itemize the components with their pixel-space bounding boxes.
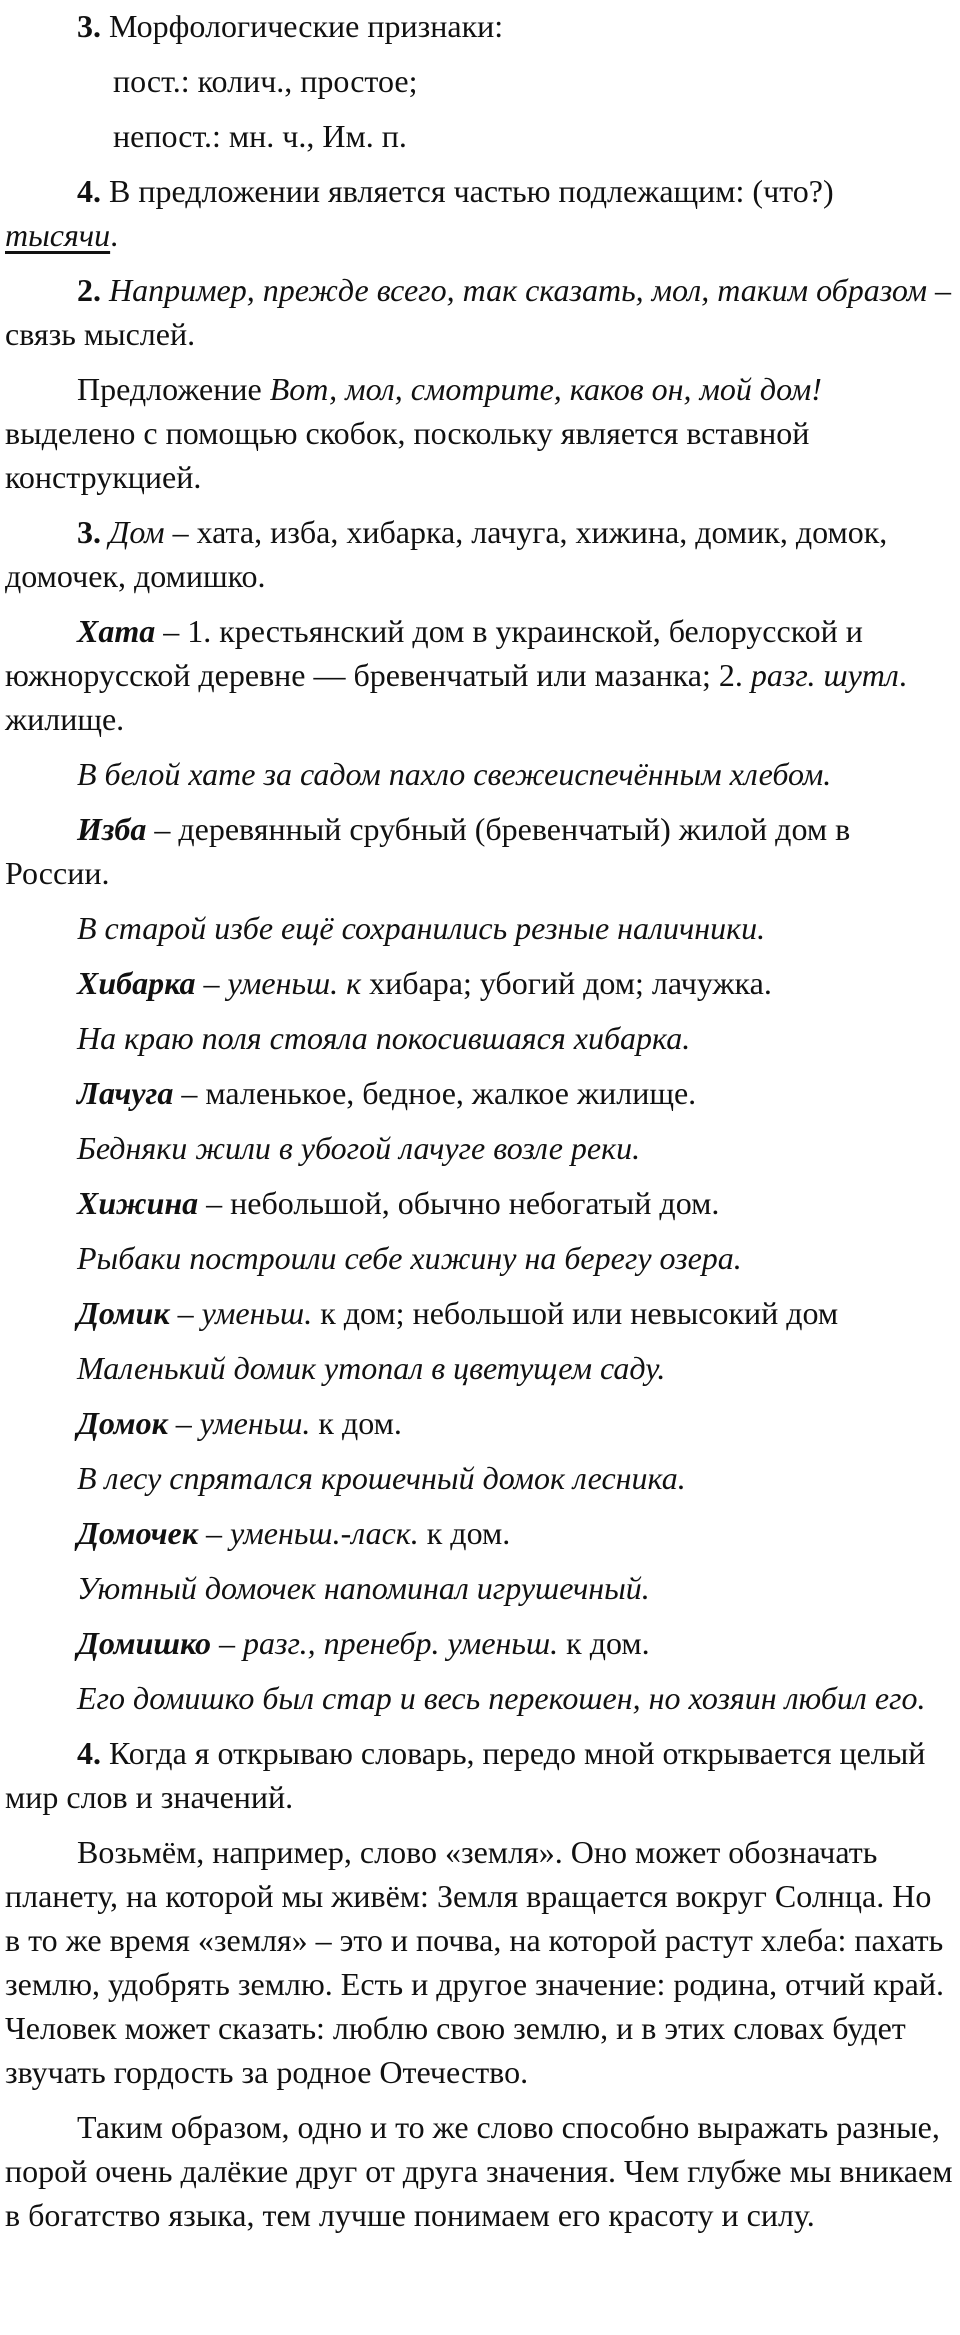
entry-example: В лесу спрятался крошечный домок лесника. [77,1460,686,1496]
entry-definition [5,1071,953,1115]
item-number: 4. [77,173,101,209]
entry-term: Домик [77,1295,170,1331]
document-page [5,4,953,2248]
item-number: 4. [77,1735,101,1771]
entry-definition [5,1181,953,1225]
entry-def: – небольшой, обычно небогатый дом. [198,1185,720,1221]
task4-paragraph [5,1731,953,1819]
synonym-list: – хата, изба, хибарка, лачуга, хижина, домик, домок, домочек, домишко. [5,514,888,594]
entry-mark: уменьш.-ласк. [229,1515,419,1551]
synonym-entries [5,609,953,1720]
entry-term: Хата [77,613,156,649]
essay-paragraph: Возьмём, например, слово «земля». Оно может обозначать планету, на которой мы живём: Земля вращается вокруг Солнца. Но в то же время «земля» – это и почва, на которой растут хлеба: пахать землю, удобрять землю. Есть и другое значение: родина, отчий край. Человек может сказать: люблю свою землю, и в этих словах будет звучать гордость за родное Отечество. [5,1834,944,2090]
entry-def-tail: к дом. [558,1625,650,1661]
syntax-end: . [110,217,119,253]
entry-def-tail: . жилище. [5,657,907,737]
entry-def: – [211,1625,244,1661]
entry-example: На краю поля стояла покосившаяся хибарка. [77,1020,691,1056]
entry-definition [5,609,953,741]
entry-example: Его домишко был стар и весь перекошен, но хозяин любил его. [77,1680,926,1716]
entry-example: В белой хате за садом пахло свежеиспечённым хлебом. [77,756,832,792]
entry-term: Домочек [77,1515,198,1551]
entry-term: Домишко [77,1625,212,1661]
entry-mark: разг. шутл [750,657,899,693]
entry-def: – [167,1405,200,1441]
entry-def: – маленькое, бедное, жалкое жилище. [173,1075,697,1111]
entry-term: Домок [77,1405,168,1441]
entry-example: В старой избе ещё сохранились резные наличники. [77,910,766,946]
entry-definition [5,1401,953,1445]
insert-post: выделено с помощью скобок, поскольку является вставной конструкцией. [5,415,810,495]
morph-constant: пост.: колич., простое; [113,63,418,99]
insert-paragraph [5,367,953,499]
task2-paragraph [5,268,953,356]
morph-nonconstant: непост.: мн. ч., Им. п. [113,118,407,154]
entry-example: Уютный домочек напоминал игрушечный. [77,1570,650,1606]
entry-definition [5,1511,953,1555]
insert-quote: Вот, мол, смотрите, каков он, мой дом! [269,371,822,407]
synonym-head: Дом [101,514,165,550]
item-number: 2. [77,272,101,308]
item-number: 3. [77,514,101,550]
insert-pre: Предложение [77,371,270,407]
entry-def-tail: к дом. [310,1405,402,1441]
entry-example: Маленький домик утопал в цветущем саду. [77,1350,666,1386]
entry-def-tail: к дом. [418,1515,511,1551]
underlined-subject: тысячи [5,217,111,253]
entry-def: – [195,965,228,1001]
entry-mark: уменьш. [201,1295,313,1331]
entry-mark: разг., пренебр. уменьш. [243,1625,559,1661]
entry-def-tail: к дом; небольшой или невысокий дом [312,1295,839,1331]
entry-def: – деревянный срубный (бревенчатый) жилой дом в России. [5,811,851,891]
entry-def: – 1. крестьянский дом в украинской, белорусской и южнорусской деревне — бревенчатый или мазанка; 2. [5,613,863,693]
task3-paragraph [5,510,953,598]
entry-example: Рыбаки построили себе хижину на берегу озера. [77,1240,742,1276]
task4-intro: Когда я открываю словарь, передо мной открывается целый мир слов и значений. [5,1735,926,1815]
entry-definition [5,1621,953,1665]
entry-definition [5,807,953,895]
entry-term: Лачуга [77,1075,174,1111]
entry-example: Бедняки жили в убогой лачуге возле реки. [77,1130,641,1166]
entry-term: Хибарка [77,965,196,1001]
syntax-text: В предложении является частью подлежащим: (что?) [101,173,834,209]
entry-def-tail: хибара; убогий дом; лачужка. [361,965,772,1001]
entry-definition [5,1291,953,1335]
entry-def: – [169,1295,202,1331]
item-number: 3. [77,8,101,44]
entry-def: – [197,1515,230,1551]
essay-conclusion: Таким образом, одно и то же слово способно выражать разные, порой очень далёкие друг от друга значения. Чем глубже мы вникаем в богатство языка, тем лучше понимаем его красоту и силу. [5,2109,953,2233]
entry-mark: уменьш. к [227,965,362,1001]
entry-term: Хижина [77,1185,199,1221]
entry-mark: уменьш. [199,1405,311,1441]
morph-heading [5,4,953,48]
entry-term: Изба [77,811,147,847]
entry-definition [5,961,953,1005]
task2-text: – связь мыслей. [5,272,952,352]
syntax-paragraph [5,169,953,257]
morph-title: Морфологические признаки: [101,8,504,44]
introductory-words: Например, прежде всего, так сказать, мол, таким образом [101,272,928,308]
